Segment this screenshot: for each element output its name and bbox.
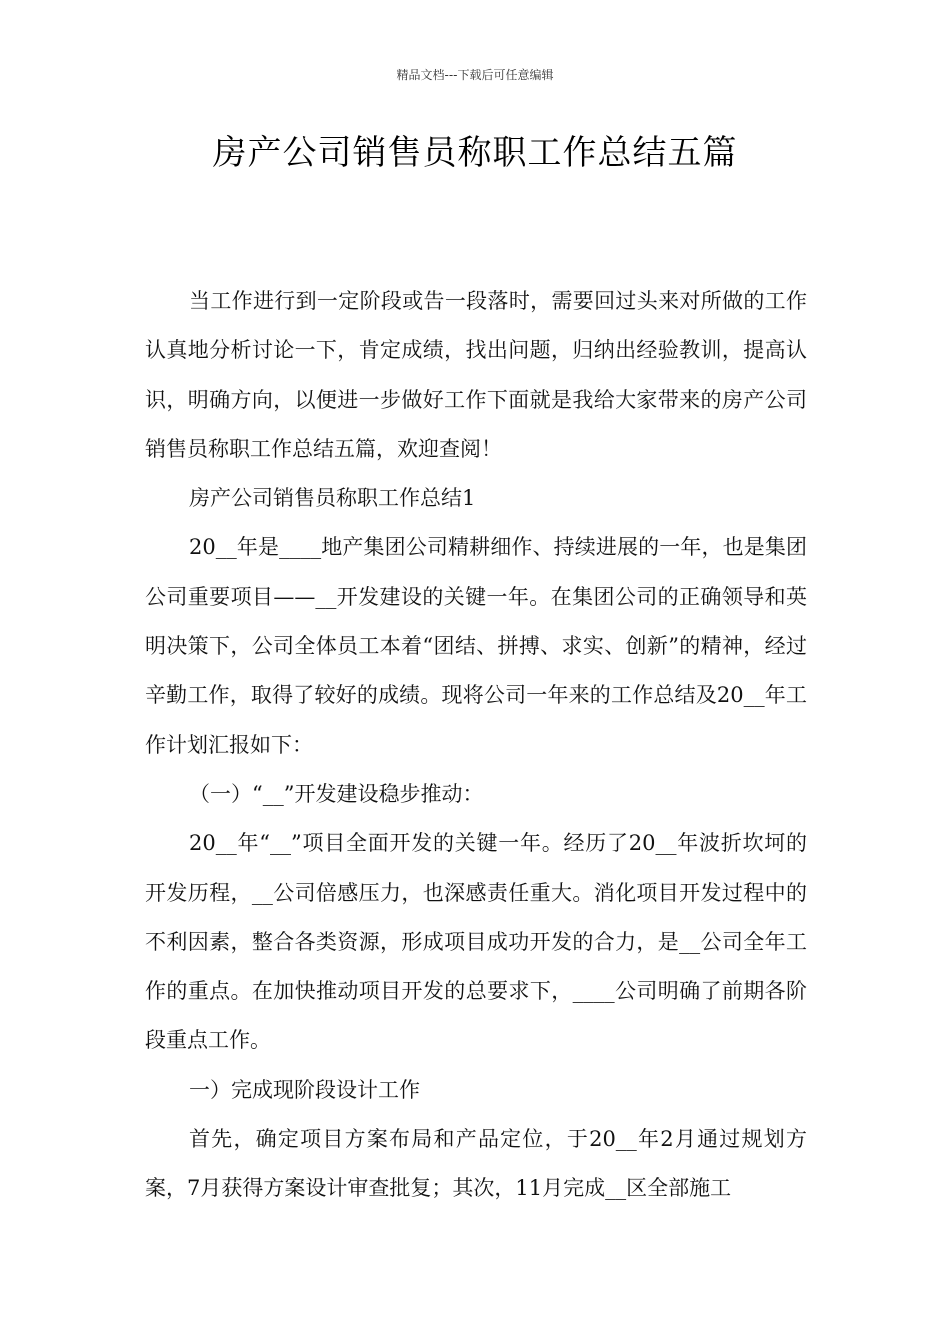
document-body <box>145 277 807 1214</box>
page-header: 精品文档---下载后可任意编辑 <box>396 68 554 82</box>
body-paragraph: 20__年“__”项目全面开发的关键一年。经历了20__年波折坎坷的开发历程，__公司倍感压力，也深感责任重大。消化项目开发过程中的不利因素，整合各类资源，形成项目成功开发的合力，是__公司全年工作的重点。在加快推动项目开发的总要求下，____公司明确了前期各阶段重点工作。 <box>145 831 807 1053</box>
document-title: 房产公司销售员称职工作总结五篇 <box>212 133 738 173</box>
subsection-heading: 一）完成现阶段设计工作 <box>189 1077 420 1102</box>
subsection-heading: （一）“__”开发建设稳步推动： <box>189 781 484 806</box>
intro-paragraph: 当工作进行到一定阶段或告一段落时，需要回过头来对所做的工作认真地分析讨论一下，肯定成绩，找出问题，归纳出经验教训，提高认识，明确方向，以便进一步做好工作下面就是我给大家带来的房产公司销售员称职工作总结五篇，欢迎查阅！ <box>145 289 807 461</box>
body-paragraph: 首先，确定项目方案布局和产品定位，于20__年2月通过规划方案，7月获得方案设计审查批复；其次，11月完成__区全部施工 <box>145 1127 807 1201</box>
body-paragraph: 20__年是____地产集团公司精耕细作、持续进展的一年，也是集团公司重要项目——__开发建设的关键一年。在集团公司的正确领导和英明决策下，公司全体员工本着“团结、拼搏、求实、创新”的精神，经过辛勤工作，取得了较好的成绩。现将公司一年来的工作总结及20__年工作计划汇报如下： <box>145 535 807 757</box>
section-heading: 房产公司销售员称职工作总结1 <box>189 486 476 511</box>
